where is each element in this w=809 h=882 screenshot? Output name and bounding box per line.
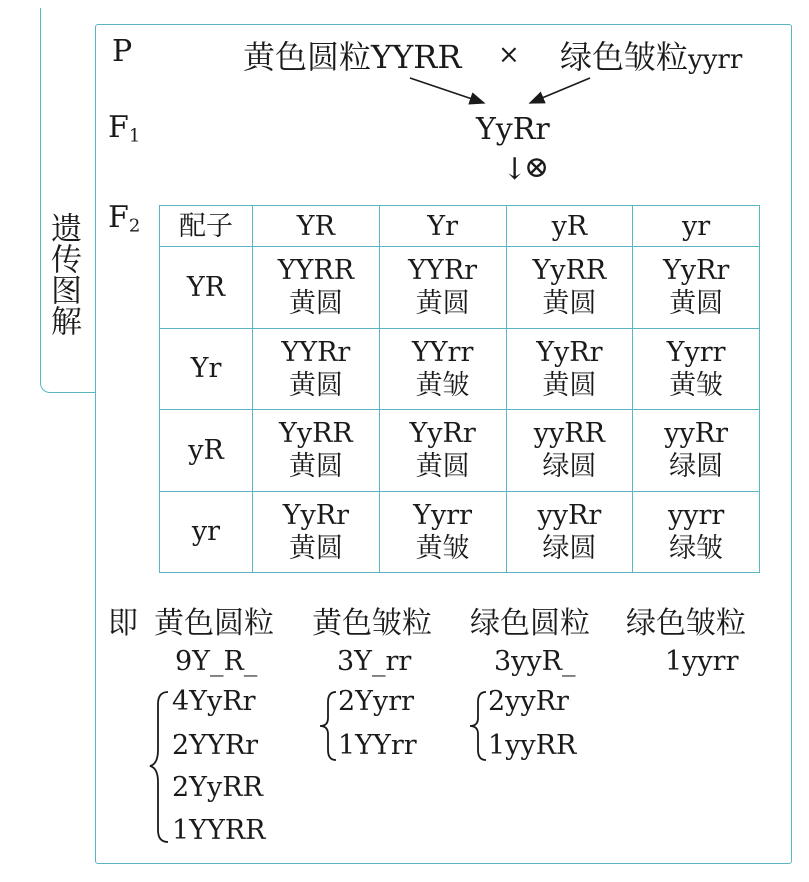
cell-genotype: YyRr xyxy=(282,499,350,531)
cell-genotype: Yyrr xyxy=(666,336,726,368)
breakdown-item: 2Yyrr xyxy=(338,686,415,717)
punnett-cell xyxy=(633,247,760,329)
summary-phenotype: 绿色皱粒 xyxy=(626,606,746,641)
breakdown-item: 2yyRr xyxy=(488,686,569,717)
punnett-cell xyxy=(379,410,506,492)
cell-genotype: yyRR xyxy=(533,418,605,450)
punnett-cell xyxy=(379,328,506,410)
cell-phenotype: 黄皱 xyxy=(415,532,470,564)
punnett-row xyxy=(160,491,760,573)
summary-phenotype: 黄色皱粒 xyxy=(312,606,432,641)
punnett-row xyxy=(160,247,760,329)
f1-genotype: YyRr xyxy=(476,112,550,147)
punnett-cell xyxy=(253,410,380,492)
cell-phenotype: 黄圆 xyxy=(288,532,343,564)
cell-genotype: yyRr xyxy=(664,418,728,450)
cell-phenotype: 黄圆 xyxy=(542,369,597,401)
cell-genotype: Yyrr xyxy=(413,499,473,531)
summary-phenotype: 绿色圆粒 xyxy=(470,606,590,641)
selfing-arrow: ↓ xyxy=(502,152,528,187)
arrow-right xyxy=(530,78,590,103)
cell-phenotype: 黄皱 xyxy=(669,369,724,401)
punnett-cell xyxy=(506,328,633,410)
cell-genotype: yyrr xyxy=(667,499,725,531)
cell-genotype: YyRr xyxy=(536,336,603,368)
cell-phenotype: 黄圆 xyxy=(415,288,470,320)
cross-arrows xyxy=(0,0,809,200)
cell-phenotype: 黄圆 xyxy=(288,369,343,401)
brace-small xyxy=(468,688,490,764)
cell-genotype: YyRr xyxy=(662,255,730,287)
f2-label: $F_2$ xyxy=(108,200,141,237)
cell-genotype: YyRr xyxy=(409,418,476,450)
arrow-left xyxy=(410,78,484,103)
parent-right: 绿色皱粒yyrr xyxy=(560,38,743,76)
f1-label: $F_1$ xyxy=(108,110,141,147)
cell-phenotype: 黄圆 xyxy=(288,288,343,320)
cell-phenotype: 黄皱 xyxy=(415,369,470,401)
cell-genotype: YYRR xyxy=(277,255,355,287)
summary-ratio: 3yyR_ xyxy=(494,646,576,677)
punnett-cell xyxy=(506,491,633,573)
punnett-cell xyxy=(253,328,380,410)
punnett-cell xyxy=(253,491,380,573)
cell-phenotype: 绿圆 xyxy=(542,451,597,483)
punnett-cell xyxy=(633,410,760,492)
cell-phenotype: 绿圆 xyxy=(669,451,724,483)
punnett-header-row xyxy=(160,206,760,247)
brace-large xyxy=(148,688,172,848)
col-gamete: YR xyxy=(253,206,380,247)
p-label: P xyxy=(112,34,133,69)
col-gamete: yR xyxy=(506,206,633,247)
parent-left: 黄色圆粒YYRR xyxy=(243,38,462,76)
cell-phenotype: 黄圆 xyxy=(669,288,724,320)
punnett-corner: 配子 xyxy=(160,206,253,247)
cross-symbol: × xyxy=(498,40,520,70)
punnett-cell xyxy=(379,247,506,329)
cell-genotype: yyRr xyxy=(537,499,602,531)
cell-phenotype: 绿皱 xyxy=(669,532,724,564)
punnett-cell xyxy=(506,410,633,492)
punnett-cell xyxy=(633,491,760,573)
summary-prefix: 即 xyxy=(108,606,138,641)
breakdown-item: 1YYrr xyxy=(338,730,417,761)
cell-genotype: YYRr xyxy=(281,336,351,368)
punnett-row xyxy=(160,328,760,410)
cell-genotype: YyRR xyxy=(279,418,353,450)
cell-genotype: YyRR xyxy=(532,255,607,287)
cell-phenotype: 黄圆 xyxy=(415,451,470,483)
summary-phenotype: 黄色圆粒 xyxy=(154,606,274,641)
row-gamete: Yr xyxy=(160,328,253,410)
cell-genotype: YYrr xyxy=(411,336,474,368)
cell-phenotype: 绿圆 xyxy=(542,532,597,564)
cell-phenotype: 黄圆 xyxy=(542,288,597,320)
summary-ratio: 9Y_R_ xyxy=(175,646,258,677)
selfing-symbol: ⊗ xyxy=(524,150,550,185)
breakdown-item: 2YYRr xyxy=(172,730,259,761)
col-gamete: Yr xyxy=(379,206,506,247)
summary-ratio: 1yyrr xyxy=(665,646,739,677)
brace-small xyxy=(318,688,340,764)
side-label: 遗传图解 xyxy=(45,212,81,336)
breakdown-item: 1YYRR xyxy=(172,815,266,846)
cell-genotype: YYRr xyxy=(408,255,478,287)
row-gamete: yR xyxy=(160,410,253,492)
summary-ratio: 3Y_rr xyxy=(337,646,412,677)
row-gamete: YR xyxy=(160,247,253,329)
breakdown-item: 1yyRR xyxy=(488,730,577,761)
breakdown-item: 2YyRR xyxy=(172,772,263,803)
col-gamete: yr xyxy=(633,206,760,247)
punnett-square xyxy=(159,205,760,573)
punnett-cell xyxy=(379,491,506,573)
punnett-cell xyxy=(253,247,380,329)
punnett-cell xyxy=(506,247,633,329)
punnett-cell xyxy=(633,328,760,410)
breakdown-item: 4YyRr xyxy=(172,686,256,717)
row-gamete: yr xyxy=(160,491,253,573)
cell-phenotype: 黄圆 xyxy=(288,451,343,483)
punnett-row xyxy=(160,410,760,492)
